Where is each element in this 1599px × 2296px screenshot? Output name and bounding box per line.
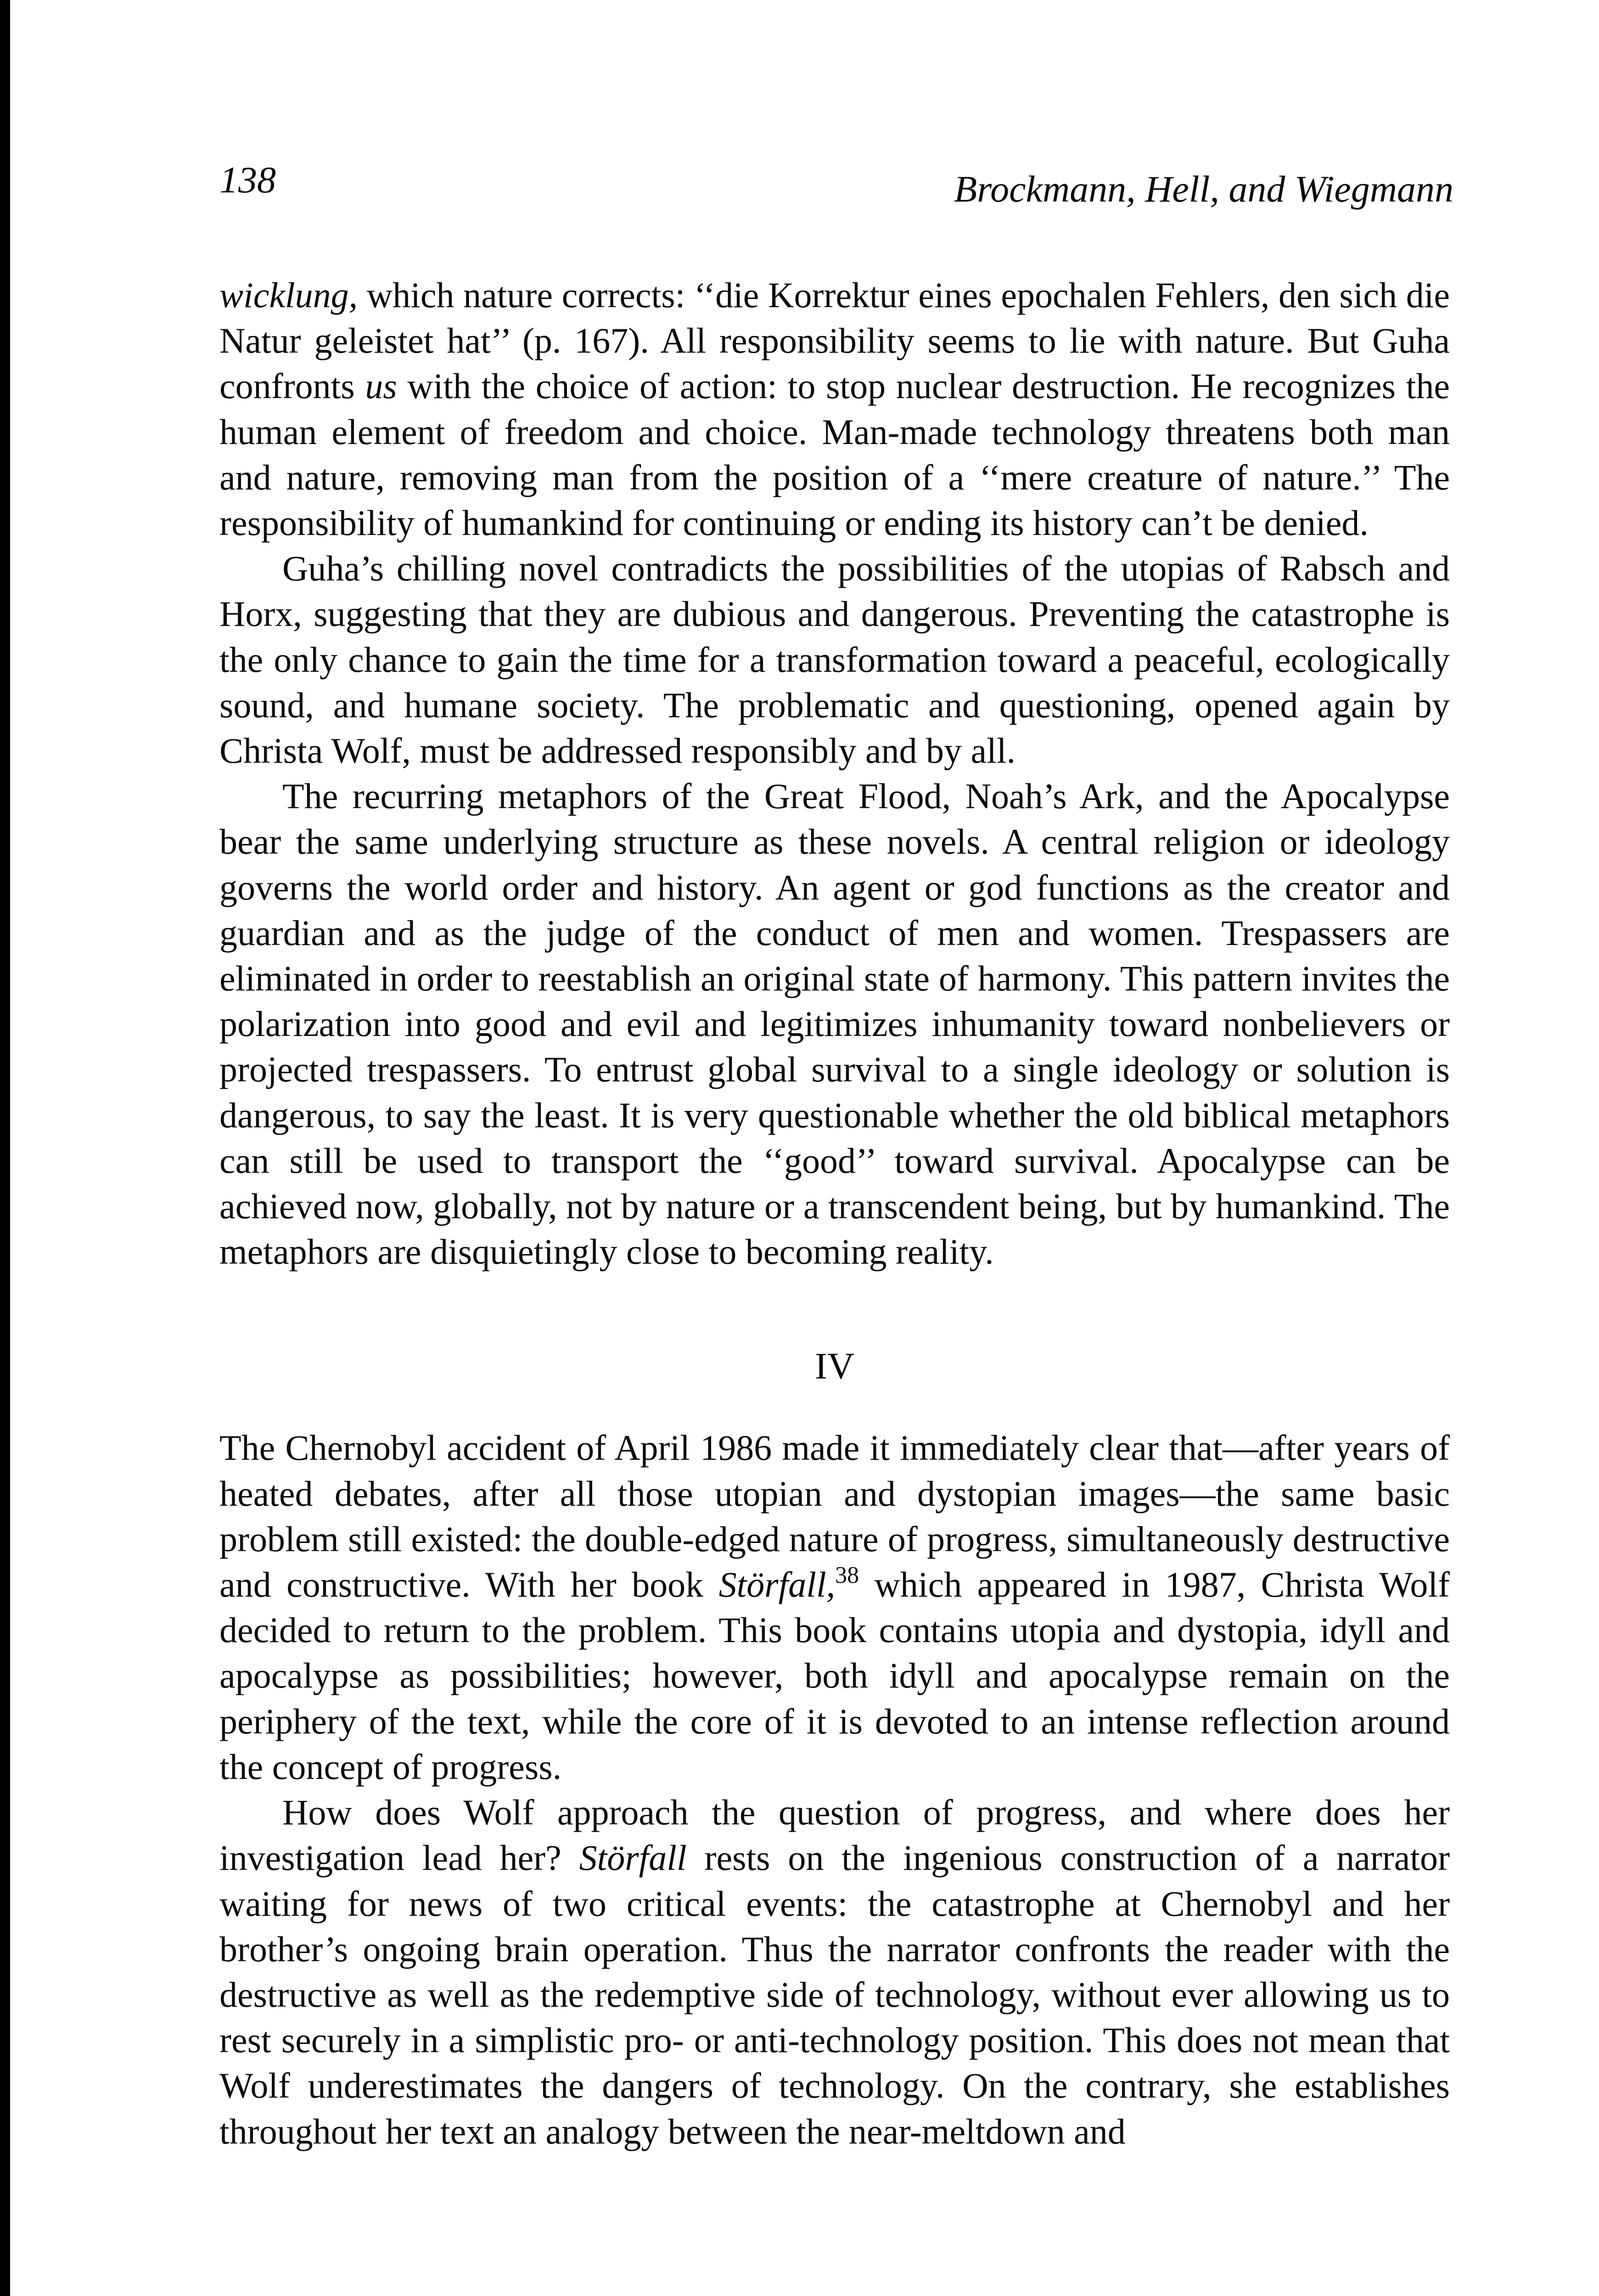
paragraph: [219, 773, 1450, 1274]
footnote-reference: 38: [835, 1562, 859, 1589]
italic-text: Störfall: [579, 1838, 687, 1878]
text-run: How does Wolf approach the question of progress, and where does her investigation lead her?: [219, 1792, 1450, 1878]
paragraph-group-main: [219, 272, 1450, 1274]
paragraph-group-section-iv: [219, 1425, 1450, 2154]
body-text: [219, 272, 1450, 2154]
scan-border-left: [0, 0, 10, 2296]
paragraph: [219, 272, 1450, 546]
text-run: The recurring metaphors of the Great Flood, Noah’s Ark, and the Apocalypse bear the same underlying structure as these novels. A central religion or ideology governs the world order and history. An agent or god functions as the creator and guardian and as the judge of the conduct of men and women. Trespassers are eliminated in order to reestablish an original state of harmony. This pattern invites the polarization into good and evil and legitimizes inhumanity toward nonbelievers or projected trespassers. To entrust global survival to a single ideology or solution is dangerous, to say the least. It is very questionable whether the old biblical metaphors can still be used to transport the ‘‘good’’ toward survival. Apocalypse can be achieved now, globally, not by nature or a transcendent being, but by humankind. The metaphors are disquietingly close to becoming reality.: [219, 776, 1450, 1272]
section-heading: IV: [814, 1345, 855, 1387]
text-run: rests on the ingenious construction of a narrator waiting for news of two critical events: the catastrophe at Chernobyl and her brother’s ongoing brain operation. Thus the narrator confronts the reader with the destructive as well as the redemptive side of technology, without ever allowing us to rest securely in a simplistic pro- or anti-technology position. This does not mean that Wolf underestimates the dangers of technology. On the contrary, she establishes throughout her text an analogy between the near-meltdown and: [219, 1838, 1450, 2151]
page-number: 138: [219, 159, 276, 201]
italic-text: Störfall,: [718, 1564, 836, 1605]
book-page: [219, 158, 1453, 2154]
text-run: Guha’s chilling novel contradicts the possibilities of the utopias of Rabsch and Horx, suggesting that they are dubious and dangerous. Preventing the catastrophe is the only chance to gain the time for a transformation toward a peaceful, ecologically sound, and humane society. The problematic and questioning, opened again by Christa Wolf, must be addressed responsibly and by all.: [219, 548, 1450, 771]
paragraph: [219, 1425, 1450, 1790]
italic-text: us: [365, 366, 397, 406]
italic-text: wicklung,: [219, 275, 358, 315]
text-run: which appeared in 1987, Christa Wolf decided to return to the problem. This book contains utopia and dystopia, idyll and apocalypse as possibilities; however, both idyll and apocalypse remain on the periphery of the text, while the core of it is devoted to an intense reflection around the concept of progress.: [219, 1564, 1450, 1787]
text-run: with the choice of action: to stop nuclear destruction. He recognizes the human element of freedom and choice. Man-made technology threatens both man and nature, removing man from the position of a ‘‘mere creature of nature.’’ The responsibility of humankind for continuing or ending its history can’t be denied.: [219, 366, 1450, 543]
text-run: which nature corrects: ‘‘die Korrektur eines epochalen Fehlers, den sich die Natur geleistet hat’’ (p. 167). All responsibility seems to lie with nature. But Guha confronts: [219, 275, 1450, 406]
paragraph: [219, 1790, 1450, 2154]
text-run: The Chernobyl accident of April 1986 made it immediately clear that—after years of heated debates, after all those utopian and dystopian images—the same basic problem still existed: the double-edged nature of progress, simultaneously destructive and constructive. With her book: [219, 1428, 1450, 1605]
running-head: [219, 158, 1453, 210]
paragraph: [219, 546, 1450, 773]
running-title: Brockmann, Hell, and Wiegmann: [954, 168, 1453, 210]
